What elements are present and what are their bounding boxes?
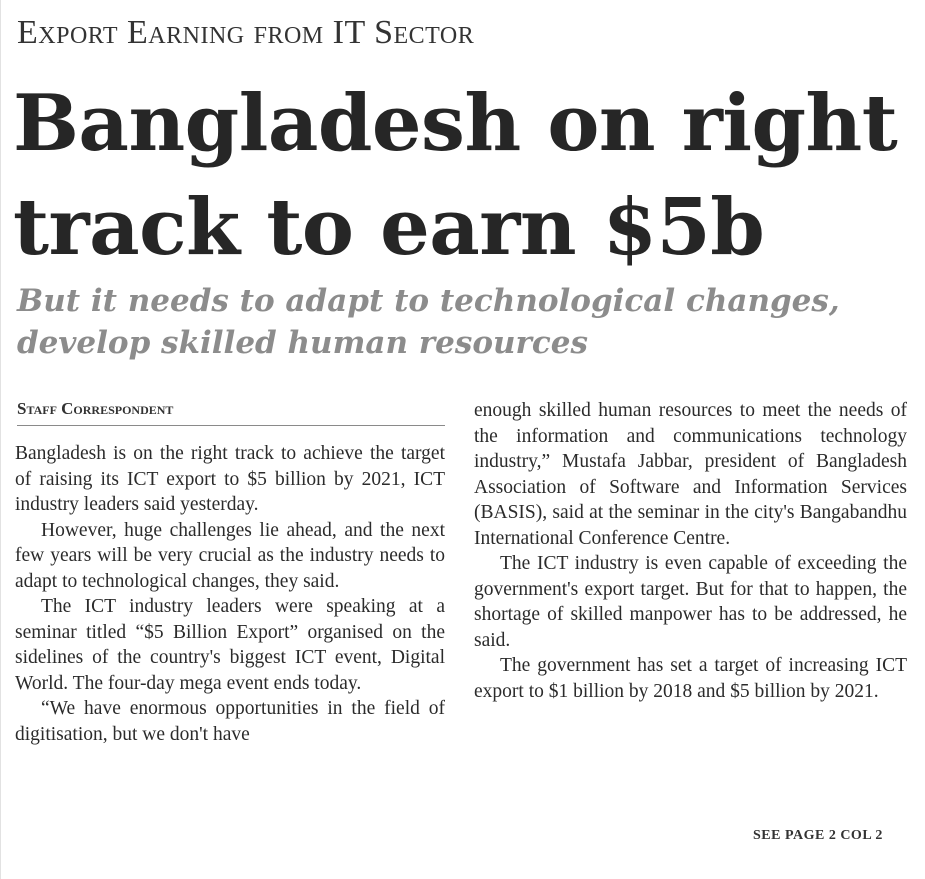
paragraph: “We have enormous opportunities in the field of digitisation, but we don't have	[15, 698, 445, 745]
headline	[13, 72, 918, 280]
paragraph: The ICT industry leaders were speaking at a seminar titled “$5 Billion Export” organised on the sidelines of the country's biggest ICT event, Digital World. The four-day mega event ends today.	[15, 596, 445, 694]
article-column-right	[474, 398, 907, 704]
section-kicker: Export Earning from IT Sector	[17, 14, 475, 51]
continued-on-page-link: SEE PAGE 2 COL 2	[753, 828, 883, 843]
paragraph: Bangladesh is on the right track to achieve the target of raising its ICT export to $5 billion by 2021, ICT industry leaders said yesterday.	[15, 443, 445, 515]
headline-line: Bangladesh on right	[13, 78, 898, 169]
article-column-left	[15, 441, 445, 747]
subheadline	[17, 280, 917, 364]
subheadline-line: develop skilled human resources	[17, 325, 588, 361]
byline: Staff Correspondent	[17, 399, 445, 426]
paragraph: enough skilled human resources to meet the needs of the information and communications technology industry,” Mustafa Jabbar, president of Bangladesh Association of Software and Information Services (BASIS), said at the seminar in the city's Bangabandhu International Conference Centre.	[474, 400, 907, 549]
paragraph: The government has set a target of increasing ICT export to $1 billion by 2018 and $5 billion by 2021.	[474, 655, 907, 702]
paragraph: The ICT industry is even capable of exceeding the government's export target. But for that to happen, the shortage of skilled manpower has to be addressed, he said.	[474, 553, 907, 651]
headline-line: track to earn $5b	[13, 182, 765, 273]
paragraph: However, huge challenges lie ahead, and the next few years will be very crucial as the industry needs to adapt to technological changes, they said.	[15, 519, 445, 592]
subheadline-line: But it needs to adapt to technological changes,	[17, 283, 840, 319]
